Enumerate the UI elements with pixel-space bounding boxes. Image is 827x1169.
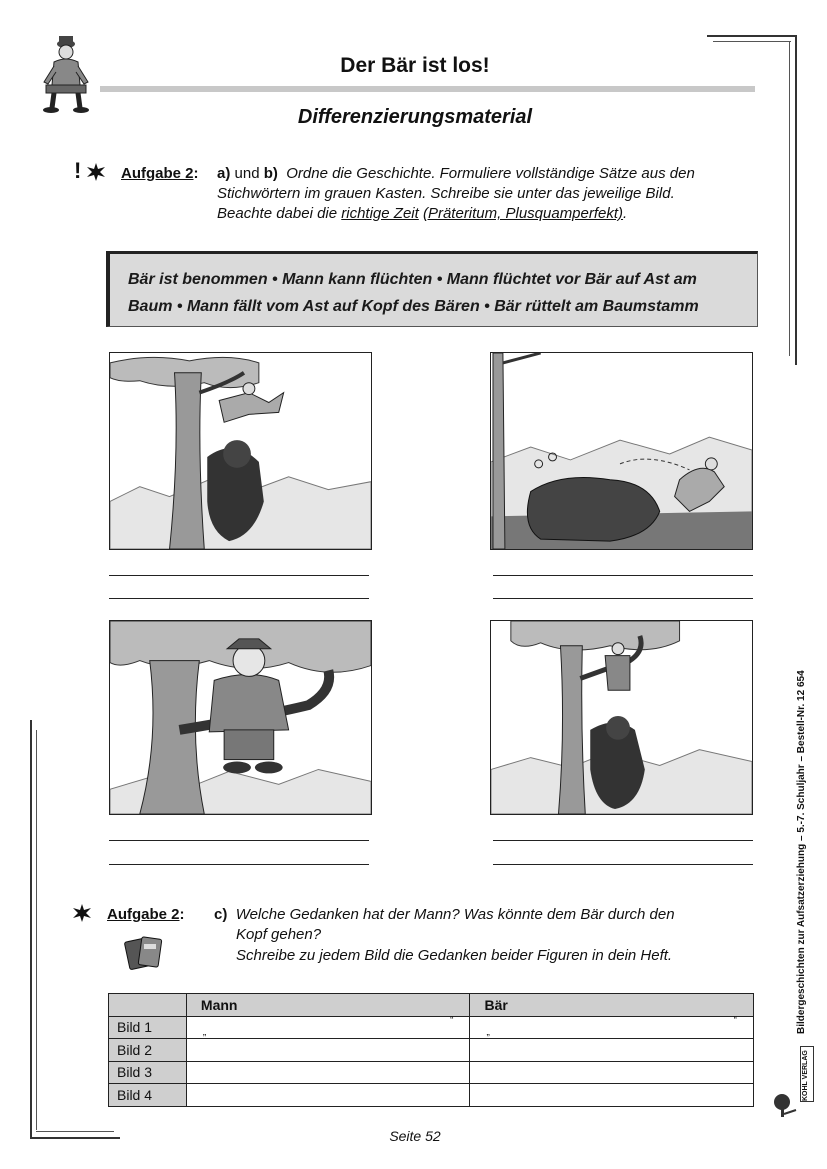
cell-mann-bild1[interactable]: „ “ xyxy=(186,1016,470,1039)
title-underline xyxy=(100,86,755,92)
picture-2 xyxy=(490,352,753,550)
publisher-tree-icon xyxy=(770,1092,800,1118)
writing-line[interactable] xyxy=(109,840,369,841)
important-marker: ! xyxy=(74,158,82,183)
writing-line[interactable] xyxy=(109,864,369,865)
cell-baer-bild2[interactable] xyxy=(470,1039,754,1062)
picture-4 xyxy=(490,620,753,815)
keyword-box: Bär ist benommen • Mann kann flüchten • Mann flüchtet vor Bär auf Ast am Baum • Mann fällt vom Ast auf Kopf des Bären • Bär rüttelt am Baumstamm xyxy=(106,251,758,327)
frame-edge-left xyxy=(30,720,32,1138)
star-icon xyxy=(72,903,92,923)
task2-instructions: c) Welche Gedanken hat der Mann? Was könnte dem Bär durch den Kopf gehen? Schreibe zu jedem Bild die Gedanken beider Figuren in dein Heft. xyxy=(214,906,675,964)
cell-baer-bild1[interactable]: „ “ xyxy=(470,1016,754,1039)
writing-line[interactable] xyxy=(493,840,753,841)
cell-mann-bild3[interactable] xyxy=(186,1061,470,1084)
writing-line[interactable] xyxy=(493,864,753,865)
cell-baer-bild3[interactable] xyxy=(470,1061,754,1084)
frame-corner-top-inner xyxy=(713,41,791,42)
frame-corner-top xyxy=(707,35,797,37)
frame-edge-right xyxy=(795,35,797,365)
notebook-icon xyxy=(124,934,164,972)
thoughts-table xyxy=(108,993,754,1107)
mascot-man-icon xyxy=(36,30,96,118)
frame-corner-bottom-inner xyxy=(36,1131,114,1132)
cell-mann-bild2[interactable] xyxy=(186,1039,470,1062)
page-title: Der Bär ist los! xyxy=(340,54,490,77)
writing-line[interactable] xyxy=(493,598,753,599)
cell-mann-bild4[interactable] xyxy=(186,1084,470,1107)
task1-label: Aufgabe 2: xyxy=(121,165,199,182)
page-subtitle: Differenzierungsmaterial xyxy=(297,106,533,128)
picture-3 xyxy=(109,620,372,815)
cell-baer-bild4[interactable] xyxy=(470,1084,754,1107)
frame-edge-left-inner xyxy=(36,730,37,1130)
picture-1 xyxy=(109,352,372,550)
side-bibliography: Bildergeschichten zur Aufsatzerziehung – 5.-7. Schuljahr – Bestell-Nr. 12 654 xyxy=(796,670,807,1034)
publisher-logo: KOHL VERLAG xyxy=(800,1046,814,1102)
task2-label: Aufgabe 2: xyxy=(107,906,185,923)
star-icon xyxy=(86,162,106,182)
frame-edge-right-inner xyxy=(789,41,790,356)
table-row: Bild 4 xyxy=(109,1084,754,1107)
table-header-row: Mann Bär xyxy=(109,994,754,1017)
table-row: Bild 2 xyxy=(109,1039,754,1062)
table-row: Bild 3 xyxy=(109,1061,754,1084)
writing-line[interactable] xyxy=(109,575,369,576)
task1-instructions: a) und b) Ordne die Geschichte. Formuliere vollständige Sätze aus den Stichwörtern im grauen Kasten. Schreibe sie unter das jeweilige Bild. Beachte dabei die richtige Zeit (Präteritum, Plusquamperfekt). xyxy=(217,165,695,222)
writing-line[interactable] xyxy=(493,575,753,576)
table-row: Bild 1 „ “ „ “ xyxy=(109,1016,754,1039)
frame-corner-bottom xyxy=(30,1137,120,1139)
writing-line[interactable] xyxy=(109,598,369,599)
page-number: Seite 52 xyxy=(389,1128,441,1144)
